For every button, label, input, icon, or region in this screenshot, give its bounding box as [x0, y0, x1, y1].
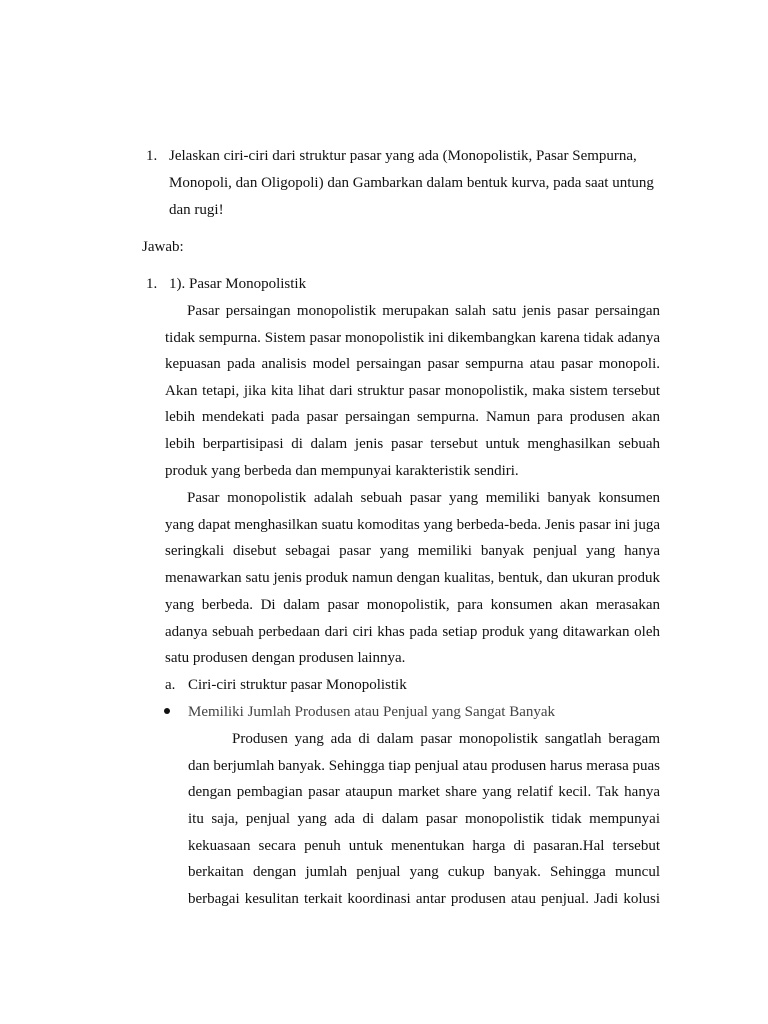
paragraph1-line-4: Akan tetapi, jika kita lihat dari struktur pasar monopolistik, maka sistem tersebut [165, 383, 660, 399]
paragraph3-line-1: Produsen yang ada di dalam pasar monopolistik sangatlah beragam [232, 731, 660, 747]
section-title: 1). Pasar Monopolistik [169, 276, 307, 292]
question-line-1: Jelaskan ciri-ciri dari struktur pasar yang ada (Monopolistik, Pasar Sempurna, [169, 148, 637, 164]
paragraph2-line-5: yang berbeda. Di dalam pasar monopolistik, para konsumen akan merasakan [165, 597, 660, 613]
paragraph1-line-5: lebih mendekati pada pasar persaingan sempurna. Namun para produsen akan [165, 409, 660, 425]
paragraph1-line-2: tidak sempurna. Sistem pasar monopolistik ini dikembangkan karena tidak adanya [165, 330, 660, 346]
question-number: 1. [146, 148, 158, 164]
paragraph3-line-7: berbagai kesulitan terkait koordinasi antar produsen atau penjual. Jadi kolusi [188, 891, 660, 907]
question-line-3: dan rugi! [169, 202, 224, 218]
paragraph1-line-1: Pasar persaingan monopolistik merupakan salah satu jenis pasar persaingan [187, 303, 660, 319]
bullet-title: Memiliki Jumlah Produsen atau Penjual yang Sangat Banyak [188, 704, 556, 720]
subsection-letter: a. [165, 677, 176, 693]
paragraph3-line-5: kekuasaan secara penuh untuk menentukan harga di pasaran.Hal tersebut [188, 838, 660, 854]
paragraph1-line-3: kepuasan pada analisis model persaingan pasar sempurna atau pasar monopoli. [165, 356, 660, 372]
paragraph2-line-1: Pasar monopolistik adalah sebuah pasar yang memiliki banyak konsumen [187, 490, 660, 506]
bullet-dot-icon [164, 708, 170, 714]
section-number: 1. [146, 276, 158, 292]
paragraph1-line-7: produk yang berbeda dan mempunyai karakteristik sendiri. [165, 463, 519, 479]
question-line-2: Monopoli, dan Oligopoli) dan Gambarkan dalam bentuk kurva, pada saat untung [169, 175, 654, 191]
paragraph1-line-6: lebih berpartisipasi di dalam jenis pasar tersebut untuk menghasilkan sebuah [165, 436, 660, 452]
paragraph3-line-6: berkaitan dengan jumlah penjual yang cukup banyak. Sehingga muncul [188, 864, 660, 880]
paragraph2-line-2: yang dapat menghasilkan suatu komoditas yang berbeda-beda. Jenis pasar ini juga [165, 517, 660, 533]
paragraph3-line-4: itu saja, penjual yang ada di dalam pasar monopolistik tidak mempunyai [188, 811, 660, 827]
paragraph3-line-2: dan berjumlah banyak. Sehingga tiap penjual atau produsen harus merasa puas [188, 758, 660, 774]
paragraph2-line-7: satu produsen dengan produsen lainnya. [165, 650, 406, 666]
answer-label: Jawab: [142, 239, 184, 255]
paragraph2-line-3: seringkali disebut sebagai pasar yang memiliki banyak penjual yang hanya [165, 543, 660, 559]
paragraph2-line-6: adanya sebuah perbedaan dari ciri khas pada setiap produk yang ditawarkan oleh [165, 624, 660, 640]
paragraph3-line-3: dengan pembagian pasar ataupun market share yang relatif kecil. Tak hanya [188, 784, 660, 800]
paragraph2-line-4: menawarkan satu jenis produk namun dengan kualitas, bentuk, dan ukuran produk [165, 570, 660, 586]
subsection-title: Ciri-ciri struktur pasar Monopolistik [188, 677, 407, 693]
